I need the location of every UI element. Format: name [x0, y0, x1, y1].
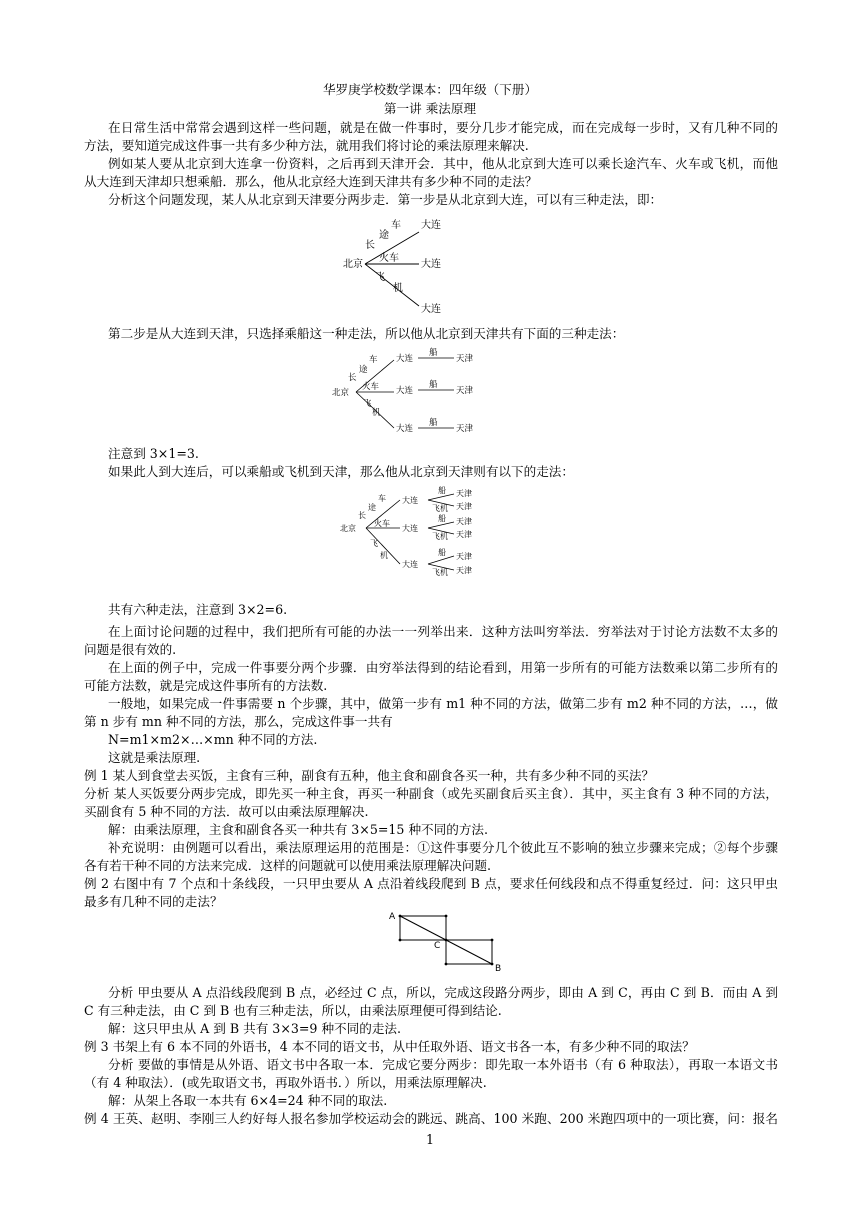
paragraph-line: 补充说明：由例题可以看出，乘法原理运用的范围是：①这件事要分几个彼此互不影响的独立步骤来完成；②每个步骤	[108, 840, 778, 855]
paragraph-line: C 有三种走法，由 C 到 B 也有三种走法，所以，由乘法原理便可得到结论.	[84, 1003, 502, 1018]
node-dalian: 大连	[421, 220, 441, 231]
example-1-solution: 解：由乘法原理，主食和副食各买一种共有 3×5=15 种不同的方法.	[108, 822, 489, 837]
edge-label: 船	[438, 548, 446, 557]
point-label-b: B	[495, 964, 502, 972]
node-dalian: 大连	[402, 560, 418, 569]
paragraph-line: 买副食有 5 种不同的方法．故可以由乘法原理解决.	[84, 804, 369, 819]
example-3-question: 例 3 书架上有 6 本不同的外语书，4 本不同的语文书，从中任取外语、语文书各一本，有多少种不同的取法？	[84, 1039, 695, 1054]
node-tianjin: 天津	[456, 354, 474, 364]
edge-label: 车	[369, 355, 378, 365]
paragraph-line: 一般地，如果完成一件事需要 n 个步骤，其中，做第一步有 m1 种不同的方法，做第二步有 m2 种不同的方法，…，做	[108, 696, 778, 711]
example-4-question: 例 4 王英、赵明、李刚三人约好每人报名参加学校运动会的跳远、跳高、100 米跑、200 米跑四项中的一项比赛，问：报名	[84, 1111, 778, 1126]
edge-label: 机	[380, 551, 388, 560]
node-beijing: 北京	[343, 259, 363, 270]
paragraph-line: 分析 要做的事情是从外语、语文书中各取一本．完成它要分两步：即先取一本外语书（有 6 种取法），再取一本语文书	[108, 1057, 778, 1072]
route-tree-diagram-1	[335, 214, 460, 320]
node-dalian: 大连	[396, 386, 414, 396]
route-tree-diagram-2	[328, 346, 480, 438]
edge-label: 飞机	[432, 532, 448, 541]
edge-label: 船	[429, 348, 438, 358]
paragraph-line: 问题是很有效的.	[84, 642, 177, 657]
edge-label: 飞	[370, 539, 378, 548]
node-tianjin: 天津	[456, 517, 472, 526]
route-tree-diagram-3	[336, 484, 492, 580]
point-segment-diagram	[386, 910, 508, 972]
edge-label: 长	[365, 240, 375, 251]
edge-label: 火车	[362, 382, 380, 392]
paragraph-line: 在上面的例子中，完成一件事要分两个步骤．由穷举法得到的结论看到，用第一步所有的可能方法数乘以第二步所有的	[108, 660, 778, 675]
paragraph-line: 在日常生活中常常会遇到这样一些问题，就是在做一件事时，要分几步才能完成，而在完成每一步时，又有几种不同的	[108, 120, 778, 135]
edge-label: 船	[438, 514, 446, 523]
book-title: 华罗庚学校数学课本：四年级（下册）	[322, 82, 538, 97]
paragraph-line: 第 n 步有 mn 种不同的方法，那么，完成这件事一共有	[84, 714, 393, 729]
paragraph-line: 共有六种走法，注意到 3×2=6.	[108, 602, 288, 617]
edge-label: 车	[378, 494, 386, 503]
paragraph-line: （有 4 种取法）．(或先取语文书，再取外语书．）所以，用乘法原理解决.	[84, 1075, 487, 1090]
node-tianjin: 天津	[456, 489, 472, 498]
page-number: 1	[425, 1132, 434, 1147]
edge-label: 船	[429, 380, 438, 390]
point-label-c: C	[434, 941, 441, 951]
edge-label: 飞	[375, 272, 385, 283]
paragraph-line: 例如某人要从北京到大连拿一份资料，之后再到天津开会．其中，他从北京到大连可以乘长途汽车、火车或飞机，而他	[108, 156, 778, 171]
lecture-title: 第一讲 乘法原理	[383, 101, 477, 116]
edge-label: 机	[372, 408, 381, 418]
node-dalian: 大连	[421, 259, 441, 270]
edge-label: 船	[438, 486, 446, 495]
edge-label: 飞机	[432, 504, 448, 513]
edge-label: 飞机	[432, 568, 448, 577]
edge-label: 火车	[379, 253, 399, 264]
edge-label: 途	[368, 503, 376, 512]
node-dalian: 大连	[396, 424, 414, 434]
paragraph-line: 各有若干种不同的方法来完成．这样的问题就可以使用乘法原理解决问题.	[84, 858, 492, 873]
edge-label: 长	[358, 511, 366, 520]
edge-label: 飞	[363, 399, 372, 409]
node-dalian: 大连	[421, 304, 441, 315]
paragraph-line: 从大连到天津却只想乘船．那么，他从北京经大连到天津共有多少种不同的走法？	[84, 174, 538, 189]
example-2-solution: 解：这只甲虫从 A 到 B 共有 3×3=9 种不同的走法.	[108, 1021, 402, 1036]
node-tianjin: 天津	[456, 502, 472, 511]
point-label-a: A	[389, 912, 396, 922]
paragraph-line: 可能方法数，就是完成这件事所有的方法数.	[84, 678, 328, 693]
node-tianjin: 天津	[456, 566, 472, 575]
node-tianjin: 天津	[456, 424, 474, 434]
node-tianjin: 天津	[456, 386, 474, 396]
node-dalian: 大连	[402, 524, 418, 533]
edge-label: 船	[429, 418, 438, 428]
paragraph-line: 这就是乘法原理.	[108, 750, 201, 765]
edge-label: 火车	[374, 519, 390, 528]
node-tianjin: 天津	[456, 530, 472, 539]
node-beijing: 北京	[332, 388, 350, 398]
edge-label: 车	[391, 220, 401, 231]
node-beijing: 北京	[340, 524, 356, 533]
formula-line: N=m1×m2×…×mn 种不同的方法.	[108, 732, 318, 747]
node-dalian: 大连	[396, 354, 414, 364]
edge-label: 途	[359, 365, 368, 375]
paragraph-line: 如果此人到大连后，可以乘船或飞机到天津，那么他从北京到天津则有以下的走法：	[108, 464, 574, 479]
paragraph-line: 第二步是从大连到天津，只选择乘船这一种走法，所以他从北京到天津共有下面的三种走法：	[108, 326, 625, 341]
paragraph-line: 在上面讨论问题的过程中，我们把所有可能的办法一一列举出来．这种方法叫穷举法．穷举法对于讨论方法数不太多的	[108, 624, 778, 639]
node-tianjin: 天津	[456, 552, 472, 561]
paragraph-line: 分析这个问题发现，某人从北京到天津要分两步走．第一步是从北京到大连，可以有三种走法，即：	[108, 192, 663, 207]
paragraph-line: 方法，要知道完成这件事一共有多少种方法，就用我们将讨论的乘法原理来解决.	[84, 138, 529, 153]
paragraph-line: 注意到 3×1=3.	[108, 446, 199, 461]
example-3-solution: 解：从架上各取一本共有 6×4=24 种不同的取法.	[108, 1093, 388, 1108]
paragraph-line: 分析 某人买饭要分两步完成，即先买一种主食，再买一种副食（或先买副食后买主食）．其中，买主食有 3 种不同的方法，	[84, 786, 778, 801]
example-1-question: 例 1 某人到食堂去买饭，主食有三种，副食有五种，他主食和副食各买一种，共有多少种不同的买法？	[84, 768, 655, 783]
paragraph-line: 分析 甲虫要从 A 点沿线段爬到 B 点，必经过 C 点，所以，完成这段路分两步，即由 A 到 C，再由 C 到 B．而由 A 到	[108, 985, 778, 1000]
paragraph-line: 最多有几种不同的走法？	[84, 894, 223, 909]
edge-label: 机	[393, 283, 403, 294]
node-dalian: 大连	[402, 496, 418, 505]
example-2-question: 例 2 右图中有 7 个点和十条线段，一只甲虫要从 A 点沿着线段爬到 B 点，要求任何线段和点不得重复经过．问：这只甲虫	[84, 876, 778, 891]
edge-label: 途	[379, 230, 389, 241]
edge-label: 长	[348, 373, 357, 383]
